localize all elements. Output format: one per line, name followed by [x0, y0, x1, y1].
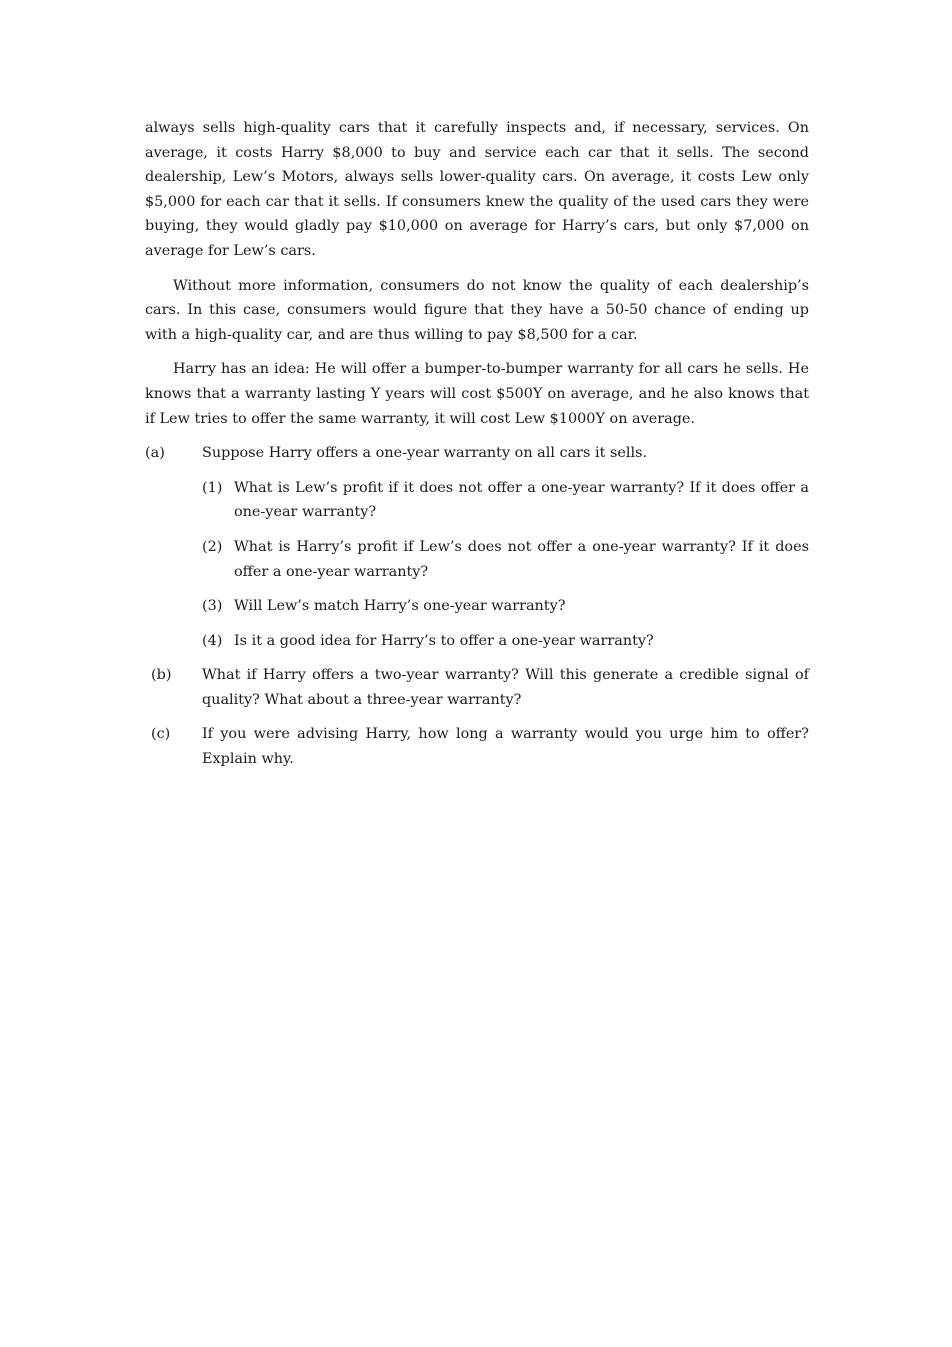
sub-question-3	[145, 594, 809, 619]
sub-question-text: Is it a good idea for Harry’s to offer a one-year warranty?	[234, 632, 654, 649]
sub-question-text: What is Lew’s profit if it does not offer a one-year warranty? If it does offer a one-year warranty?	[234, 479, 809, 521]
sub-question-text: What is Harry’s profit if Lew’s does not offer a one-year warranty? If it does offer a one-year warranty?	[234, 538, 809, 580]
sub-question-1	[145, 476, 809, 525]
document-body	[145, 116, 809, 782]
question-text: What if Harry offers a two-year warranty? Will this generate a credible signal of quality? What about a three-year warranty?	[202, 667, 809, 708]
question-c	[145, 722, 809, 771]
question-text: Suppose Harry offers a one-year warranty on all cars it sells.	[202, 445, 648, 462]
question-text: If you were advising Harry, how long a warranty would you urge him to offer? Explain why.	[202, 726, 809, 768]
sub-question-label: (2)	[202, 538, 223, 555]
question-a	[145, 441, 809, 466]
question-label: (a)	[145, 445, 165, 462]
sub-question-text: Will Lew’s match Harry’s one-year warranty?	[234, 598, 566, 615]
question-label: (b)	[151, 667, 172, 684]
question-label: (c)	[151, 726, 171, 743]
sub-question-label: (1)	[202, 479, 223, 496]
paragraph-dealership-costs: always sells high-quality cars that it carefully inspects and, if necessary, services. On average, it costs Harry $8,000 to buy and service each car that it sells. The second dealership, Lew’s Motors, always sells lower-quality cars. On average, it costs Lew only $5,000 for each car that it sells. If consumers knew the quality of the used cars they were buying, they would gladly pay $10,000 on average for Harry’s cars, but only $7,000 on average for Lew’s cars.	[145, 120, 809, 259]
paragraph-warranty-idea: Harry has an idea: He will offer a bumper-to-bumper warranty for all cars he sells. He knows that a warranty lasting Y years will cost $500Y on average, and he also knows that if Lew tries to offer the same warranty, it will cost Lew $1000Y on average.	[145, 361, 809, 427]
sub-question-label: (4)	[202, 632, 223, 649]
sub-question-label: (3)	[202, 598, 223, 615]
sub-question-2	[145, 535, 809, 584]
question-b	[145, 663, 809, 712]
paragraph-consumer-information: Without more information, consumers do not know the quality of each dealership’s cars. In this case, consumers would figure that they have a 50-50 chance of ending up with a high-quality car, and are thus willing to pay $8,500 for a car.	[145, 277, 809, 343]
sub-question-4	[145, 629, 809, 654]
